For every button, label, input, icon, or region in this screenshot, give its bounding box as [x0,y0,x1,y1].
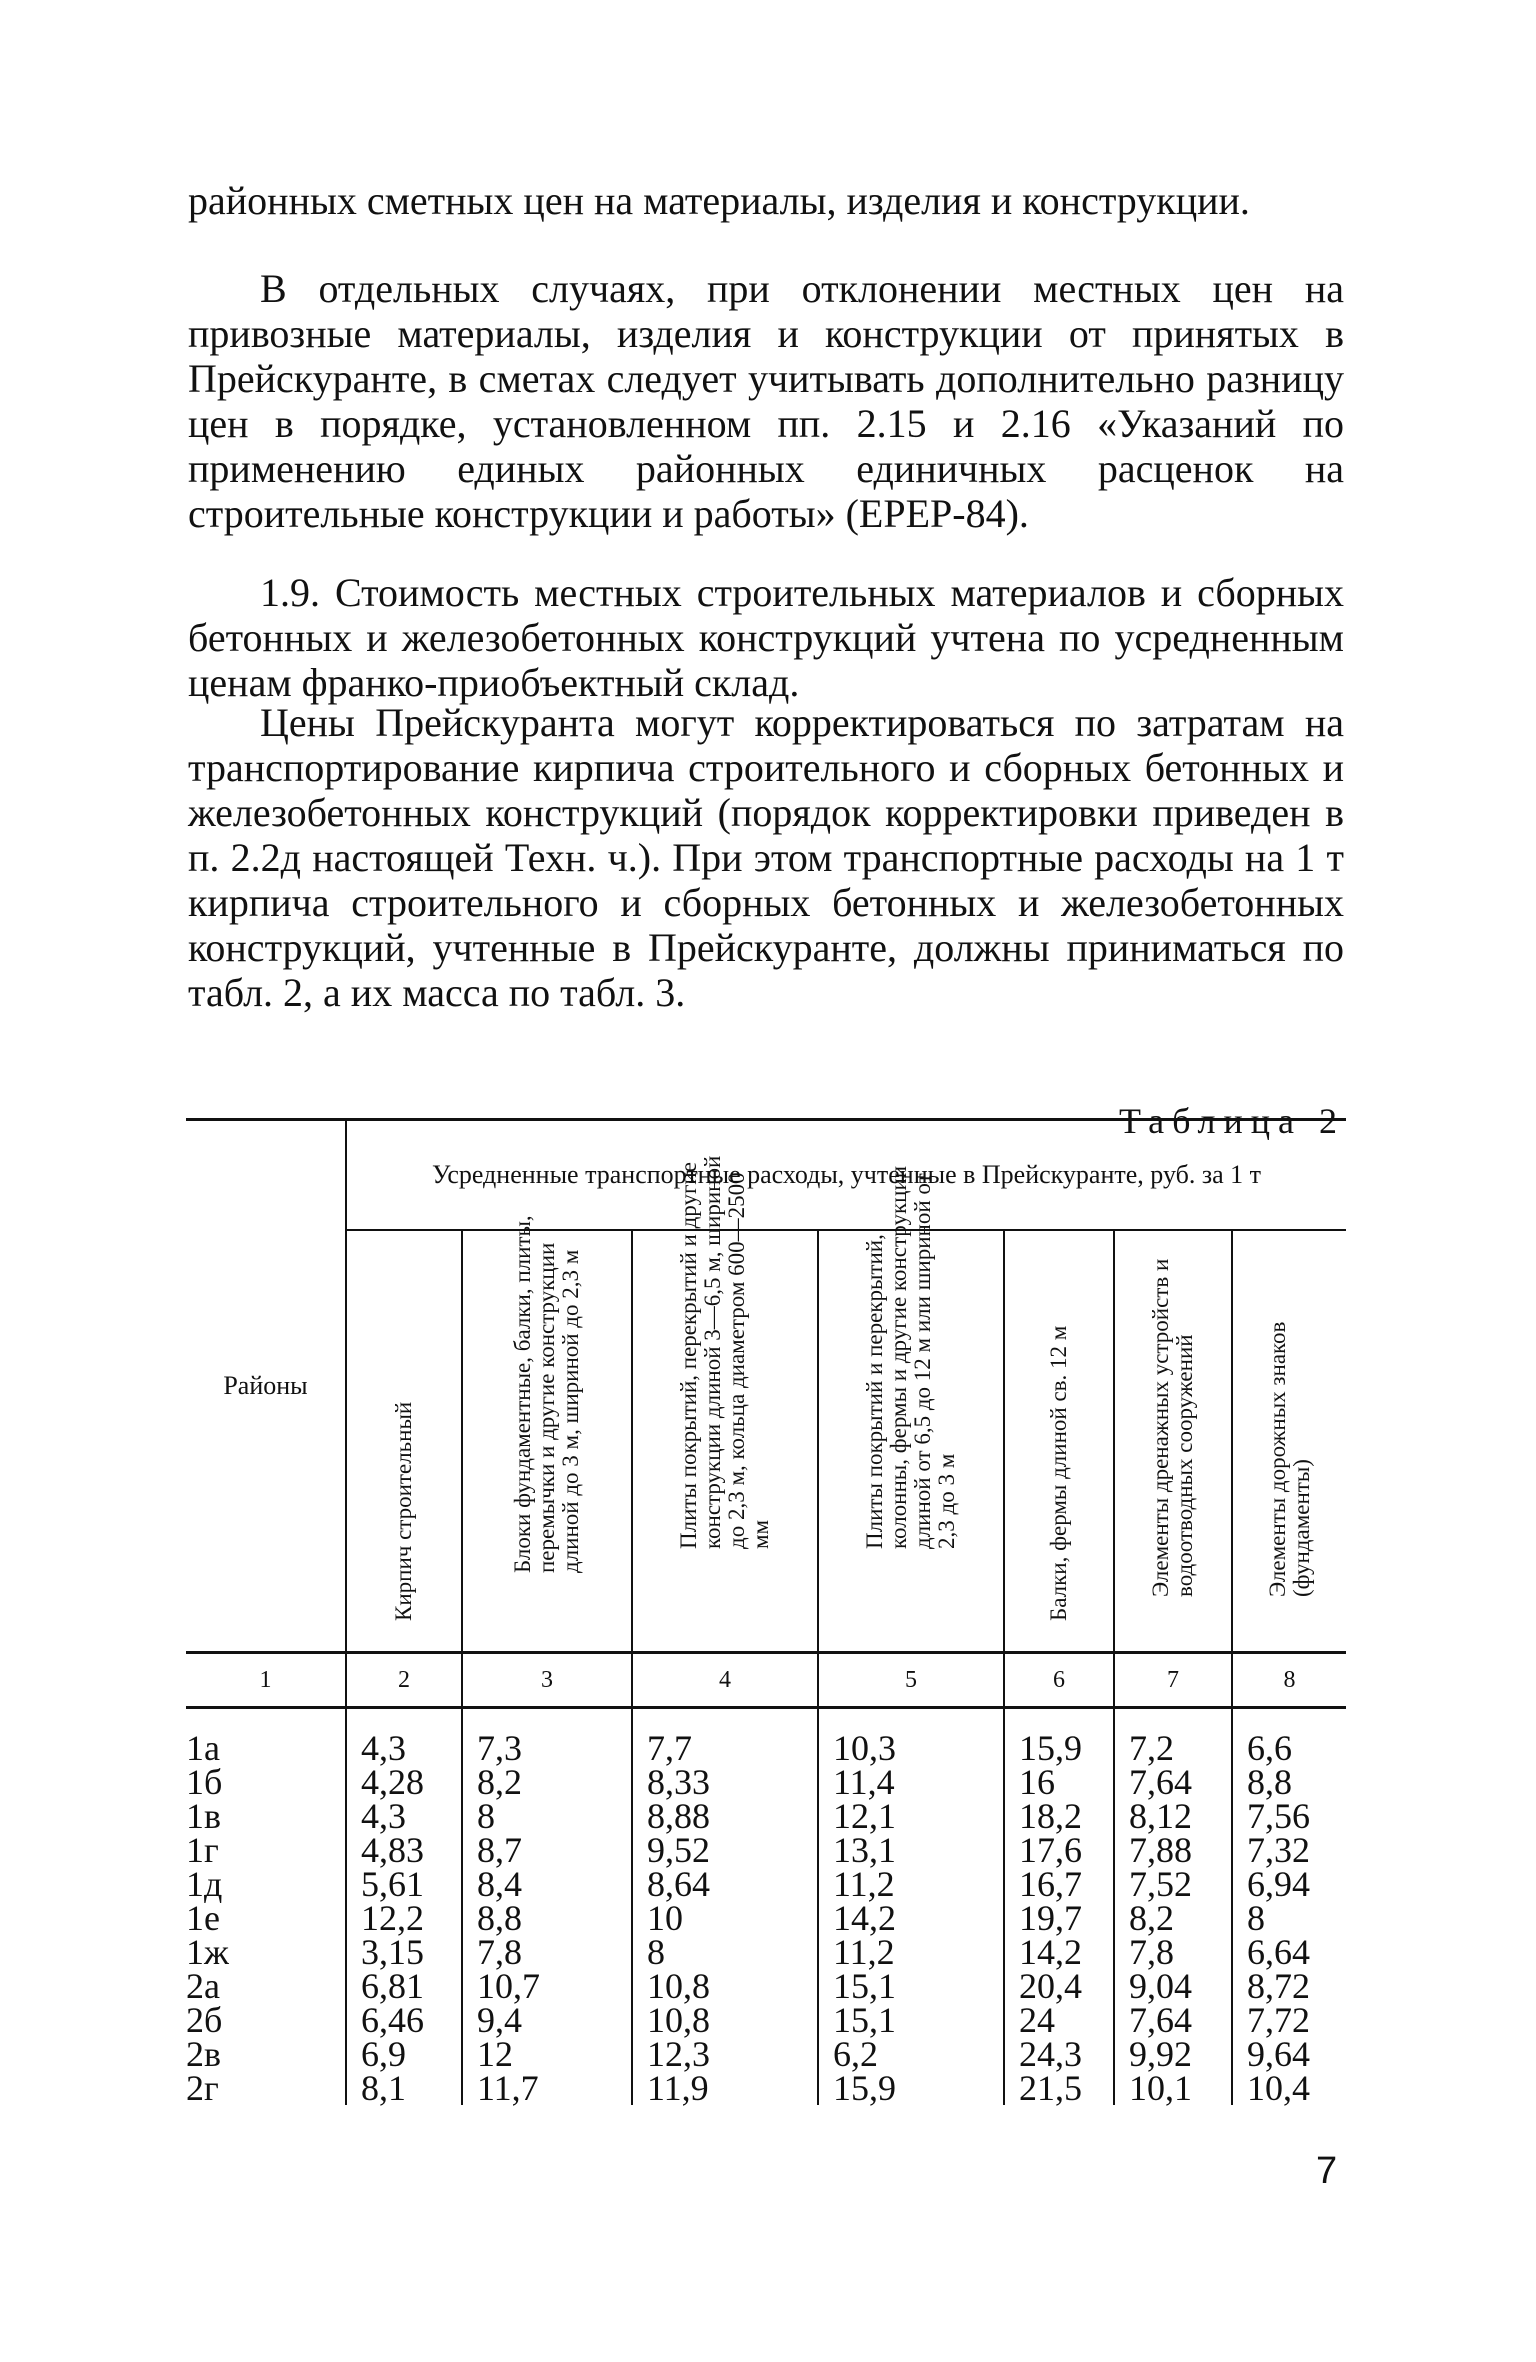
value-cell: 7,72 [1247,2000,1310,2040]
table-row [186,1969,1346,2003]
group-column-header: Усредненные транспортные расходы, учтенные в Прейскуранте, руб. за 1 т [346,1120,1346,1231]
region-cell: 1в [186,1799,346,1833]
value-cell: 8,72 [1247,1966,1310,2006]
column-number: 5 [818,1653,1004,1708]
region-cell: 1а [186,1708,346,1766]
value-cell: 7,56 [1247,1796,1310,1836]
column-number: 7 [1114,1653,1232,1708]
value-cell: 7,32 [1247,1830,1310,1870]
value-cell: 12,1 [818,1799,1004,1833]
value-cell: 13,1 [818,1833,1004,1867]
value-cell: 8,8 [462,1901,632,1935]
value-cell: 10,1 [1114,2071,1232,2105]
value-cell: 8,4 [462,1867,632,1901]
column-number-row [186,1653,1346,1708]
column-number: 1 [186,1653,346,1708]
column-header-beams: Балки, фермы длиной св. 12 м [1004,1230,1114,1653]
region-cell: 2в [186,2037,346,2071]
value-cell: 7,64 [1114,2003,1232,2037]
paragraph-continuation: районных сметных цен на материалы, изделия и конструкции. [188,178,1250,223]
value-cell: 12 [462,2037,632,2071]
value-cell: 4,3 [346,1708,462,1766]
value-cell: 4,83 [346,1833,462,1867]
value-cell: 19,7 [1004,1901,1114,1935]
value-cell: 8,2 [462,1765,632,1799]
value-cell: 8,1 [346,2071,462,2105]
column-number: 4 [632,1653,818,1708]
column-header-brick: Кирпич строительный [346,1230,462,1653]
value-cell: 16 [1004,1765,1114,1799]
paragraph-transport-correction: Цены Прейскуранта могут корректироваться по затратам на транспортирование кирпича строительного и сборных бетонных и железобетонных конструкций (порядок корректировки приведен в п. 2.2д настоящей Техн. ч.). При этом транспортные расходы на 1 т кирпича строительного и сборных бетонных и железобетонных конструкций, учтенные в Прейскуранте, должны приниматься по табл. 2, а их масса по табл. 3. [188,700,1344,1015]
column-header-slabs-3-6: Плиты покрытий, перекрытий и другие конструкции длиной 3—6,5 м, шириной до 2,3 м, кольца диаметром 600—2500 мм [632,1230,818,1653]
value-cell: 11,2 [818,1935,1004,1969]
value-cell: 7,8 [1114,1935,1232,1969]
value-cell: 8 [462,1799,632,1833]
value-cell: 6,46 [346,2003,462,2037]
value-cell: 8 [632,1935,818,1969]
value-cell: 7,7 [632,1708,818,1766]
table-row [186,1765,1346,1799]
value-cell: 8,64 [632,1867,818,1901]
value-cell: 7,2 [1114,1708,1232,1766]
region-cell: 2г [186,2071,346,2105]
region-cell: 1е [186,1901,346,1935]
value-cell: 6,6 [1247,1728,1292,1768]
table-row [186,2003,1346,2037]
value-cell: 10,8 [632,2003,818,2037]
value-cell: 7,88 [1114,1833,1232,1867]
paragraph-price-difference: В отдельных случаях, при отклонении местных цен на привозные материалы, изделия и конструкции от принятых в Прейскуранте, в сметах следует учитывать дополнительно разницу цен в порядке, установленном пп. 2.15 и 2.16 «Указаний по применению единых районных единичных расценок на строительные конструкции и работы» (ЕРЕР-84). [188,266,1344,536]
value-cell: 10 [632,1901,818,1935]
column-header-drainage: Элементы дренажных устройств и водоотводных сооружений [1114,1230,1232,1653]
value-cell: 10,4 [1247,2068,1310,2108]
value-cell: 4,3 [346,1799,462,1833]
value-cell: 8,12 [1114,1799,1232,1833]
column-header-slabs-6-12: Плиты покрытий и перекрытий, колонны, фермы и другие конструкции длиной от 6,5 до 12 м или шириной от 2,3 до 3 м [818,1230,1004,1653]
value-cell: 16,7 [1004,1867,1114,1901]
table-row [186,1901,1346,1935]
region-cell: 1ж [186,1935,346,1969]
value-cell: 4,28 [346,1765,462,1799]
column-number: 8 [1232,1653,1346,1708]
value-cell: 7,64 [1114,1765,1232,1799]
column-number: 3 [462,1653,632,1708]
column-header-road-signs: Элементы дорожных знаков (фундаменты) [1264,1321,1314,1597]
value-cell: 5,61 [346,1867,462,1901]
value-cell: 9,52 [632,1833,818,1867]
region-cell: 2а [186,1969,346,2003]
value-cell: 14,2 [818,1901,1004,1935]
value-cell: 11,2 [818,1867,1004,1901]
column-number: 2 [346,1653,462,1708]
value-cell: 14,2 [1004,1935,1114,1969]
table-row [186,2037,1346,2071]
value-cell: 3,15 [346,1935,462,1969]
table-row [186,1833,1346,1867]
region-cell: 2б [186,2003,346,2037]
value-cell: 9,4 [462,2003,632,2037]
value-cell: 8,33 [632,1765,818,1799]
value-cell: 18,2 [1004,1799,1114,1833]
value-cell: 8,2 [1114,1901,1232,1935]
value-cell: 6,2 [818,2037,1004,2071]
value-cell: 6,64 [1247,1932,1310,1972]
value-cell: 6,81 [346,1969,462,2003]
value-cell: 7,52 [1114,1867,1232,1901]
paragraph-section-1-9: 1.9. Стоимость местных строительных материалов и сборных бетонных и железобетонных конструкций учтена по усредненным ценам франко-приобъектный склад. [188,570,1344,705]
value-cell: 15,9 [818,2071,1004,2105]
column-header-blocks: Блоки фундаментные, балки, плиты, перемычки и другие конструкции длиной до 3 м, шириной до 2,3 м [462,1230,632,1653]
value-cell: 8,8 [1247,1762,1292,1802]
transport-costs-table [186,1118,1346,2108]
value-cell: 11,7 [462,2071,632,2105]
value-cell: 15,1 [818,1969,1004,2003]
value-cell: 15,9 [1004,1708,1114,1766]
value-cell: 7,8 [462,1935,632,1969]
value-cell: 24,3 [1004,2037,1114,2071]
value-cell: 24 [1004,2003,1114,2037]
page-number: 7 [1316,2150,1338,2192]
value-cell: 9,92 [1114,2037,1232,2071]
region-cell: 1б [186,1765,346,1799]
value-cell: 10,7 [462,1969,632,2003]
table-row [186,1935,1346,1969]
table-body [186,1708,1346,2106]
value-cell: 20,4 [1004,1969,1114,2003]
value-cell: 8 [1247,1898,1265,1938]
value-cell: 21,5 [1004,2071,1114,2105]
value-cell: 12,3 [632,2037,818,2071]
value-cell: 9,04 [1114,1969,1232,2003]
region-cell: 1д [186,1867,346,1901]
value-cell: 9,64 [1247,2034,1310,2074]
column-number: 6 [1004,1653,1114,1708]
region-column-header: Районы [186,1120,346,1653]
value-cell: 8,88 [632,1799,818,1833]
table-row [186,1708,1346,1766]
value-cell: 17,6 [1004,1833,1114,1867]
value-cell: 11,9 [632,2071,818,2105]
value-cell: 8,7 [462,1833,632,1867]
table-row [186,1799,1346,1833]
value-cell: 7,3 [462,1708,632,1766]
value-cell: 11,4 [818,1765,1004,1799]
value-cell: 6,94 [1247,1864,1310,1904]
region-cell: 1г [186,1833,346,1867]
table-row [186,1867,1346,1901]
value-cell: 10,3 [818,1708,1004,1766]
value-cell: 6,9 [346,2037,462,2071]
table-row [186,2071,1346,2105]
value-cell: 10,8 [632,1969,818,2003]
value-cell: 12,2 [346,1901,462,1935]
table-caption: Таблица 2 [1119,1101,1345,1141]
value-cell: 15,1 [818,2003,1004,2037]
